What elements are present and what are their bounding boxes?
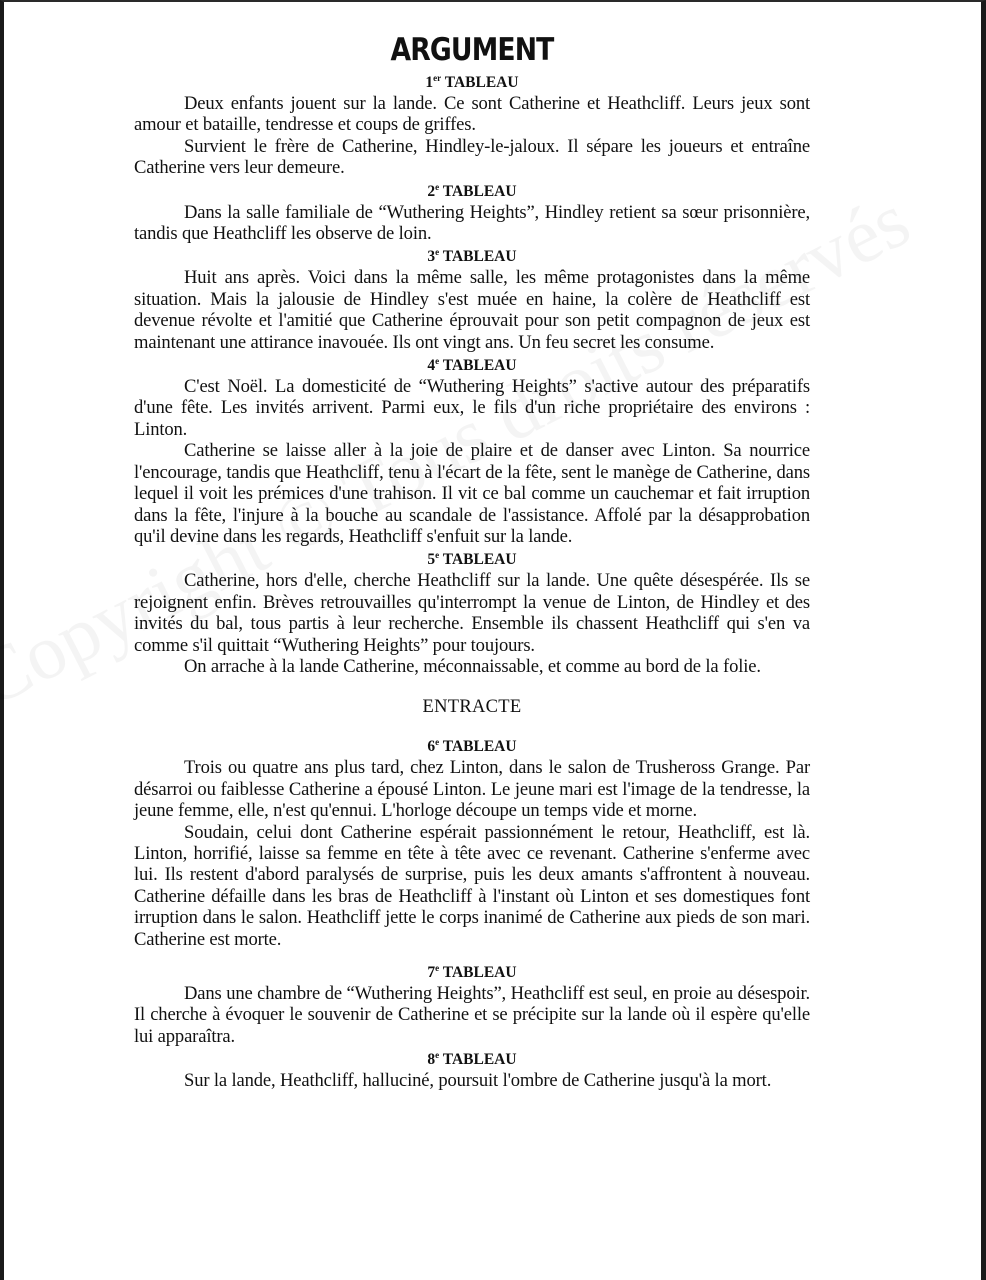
tableau-label: TABLEAU — [442, 182, 517, 200]
tableau-number: 3 — [427, 248, 436, 266]
tableau-ordinal: e — [435, 247, 440, 258]
tableau-number: 6 — [427, 738, 436, 756]
tableau-ordinal: e — [435, 737, 440, 748]
tableau-label: TABLEAU — [442, 551, 517, 569]
paragraph: Sur la lande, Heathcliff, halluciné, poursuit l'ombre de Catherine jusqu'à la mort. — [184, 1070, 772, 1092]
tableau-4-heading — [134, 357, 810, 375]
tableau-5-section — [134, 551, 810, 677]
tableau-5-heading — [134, 551, 810, 569]
paragraph: Catherine, hors d'elle, cherche Heathcliff sur la lande. Une quête désespérée. Ils se rejoignent enfin. Brèves retrouvailles qu'interrompt la venue de Linton, de Hindley et des invités du bal, tous partis à leur recherche. Ensemble ils chassent Heathcliff qui s'en va comme s'il quittait “Wuthering Heights” pour toujours. — [134, 570, 810, 656]
tableau-6-section — [134, 738, 810, 950]
tableau-number: 1 — [425, 74, 434, 91]
tableau-7-section — [134, 964, 810, 1047]
tableau-6-heading — [134, 738, 810, 756]
tableau-label: TABLEAU — [442, 248, 517, 266]
paragraph: Survient le frère de Catherine, Hindley-le-jaloux. Il sépare les joueurs et entraîne Catherine vers leur demeure. — [134, 135, 810, 179]
paragraph: Deux enfants jouent sur la lande. Ce sont Catherine et Heathcliff. Leurs jeux sont amour et bataille, tendresse et coups de griffes. — [134, 93, 810, 136]
paragraph: Dans la salle familiale de “Wuthering Heights”, Hindley retient sa sœur prisonnière, tandis que Heathcliff les observe de loin. — [134, 201, 810, 245]
tableau-label: TABLEAU — [444, 74, 519, 91]
tableau-label: TABLEAU — [442, 1051, 517, 1069]
tableau-ordinal: er — [433, 72, 442, 83]
tableau-4-section — [134, 357, 810, 547]
paragraph: Dans une chambre de “Wuthering Heights”, Heathcliff est seul, en proie au désespoir. Il cherche à évoquer le souvenir de Catherine et se précipite sur la lande où il espère qu'elle lui apparaîtra. — [134, 983, 810, 1047]
tableau-2-heading — [134, 183, 810, 201]
tableau-label: TABLEAU — [442, 738, 517, 756]
paragraph: Trois ou quatre ans plus tard, chez Linton, dans le salon de Trusheross Grange. Par désarroi ou faiblesse Catherine a épousé Linton. Le jeune mari est l'image de la tendresse, la jeune femme, elle, n'est qu'ennui. L'horloge découpe un temps vide et morne. — [134, 757, 810, 822]
tableau-8-heading — [134, 1051, 810, 1069]
page-title: ARGUMENT — [390, 32, 554, 68]
tableau-3-section — [134, 248, 810, 353]
tableau-ordinal: e — [435, 962, 440, 973]
tableau-label: TABLEAU — [442, 964, 517, 981]
tableau-7-heading — [134, 964, 810, 982]
tableau-1-heading — [134, 74, 810, 92]
paragraph: Huit ans après. Voici dans la même salle, les même protagonistes dans la même situation. Mais la jalousie de Hindley s'est muée en haine, la colère de Heathcliff est devenue révolte et l'amitié que Catherine éprouvait pour son petit compagnon de jeux est maintenant une attirance inavouée. Ils ont vingt ans. Un feu secret les consume. — [134, 267, 810, 353]
entracte-label: ENTRACTE — [422, 697, 522, 718]
tableau-1-section — [134, 74, 810, 179]
tableau-ordinal: e — [435, 355, 440, 366]
tableau-number: 4 — [427, 357, 436, 375]
paragraph: Soudain, celui dont Catherine espérait passionnément le retour, Heathcliff, est là. Linton, horrifié, laisse sa femme en tête à tête avec ce revenant. Catherine s'enferme avec lui. Ils restent d'abord paralysés de surprise, puis les deux amants s'affrontent à nouveau. Catherine défaille dans les bras de Heathcliff à l'instant où Linton et ses domestiques font irruption dans le salon. Heathcliff jette le corps inanimé de Catherine aux pieds de son mari. Catherine est morte. — [134, 821, 810, 950]
argument-page — [134, 30, 810, 1092]
paragraph: Catherine se laisse aller à la joie de plaire et de danser avec Linton. Sa nourrice l'encourage, tandis que Heathcliff, tenu à l'écart de la fête, sent le manège de Catherine, dans lequel il voit les prémices d'une trahison. Il vit ce bal comme un cauchemar et fait irruption dans la fête, l'injure à la bouche au scandale de l'assistance. Affolé par la désapprobation qu'il devine dans les regards, Heathcliff s'enfuit sur la lande. — [134, 440, 810, 547]
tableau-ordinal: e — [435, 550, 440, 561]
tableau-8-section — [134, 1051, 810, 1091]
tableau-ordinal: e — [435, 1050, 440, 1061]
tableau-number: 2 — [427, 182, 436, 200]
tableau-ordinal: e — [435, 181, 440, 192]
tableau-label: TABLEAU — [442, 357, 517, 375]
tableau-number: 8 — [427, 1051, 436, 1069]
tableau-2-section — [134, 183, 810, 245]
tableau-number: 7 — [427, 964, 436, 981]
tableau-3-heading — [134, 248, 810, 266]
paragraph: C'est Noël. La domesticité de “Wuthering Heights” s'active autour des préparatifs d'une fête. Les invités arrivent. Parmi eux, le fils d'un riche propriétaire des environs : Linton. — [134, 376, 810, 440]
tableau-number: 5 — [427, 551, 436, 569]
paragraph: On arrache à la lande Catherine, méconnaissable, et comme au bord de la folie. — [184, 655, 761, 677]
